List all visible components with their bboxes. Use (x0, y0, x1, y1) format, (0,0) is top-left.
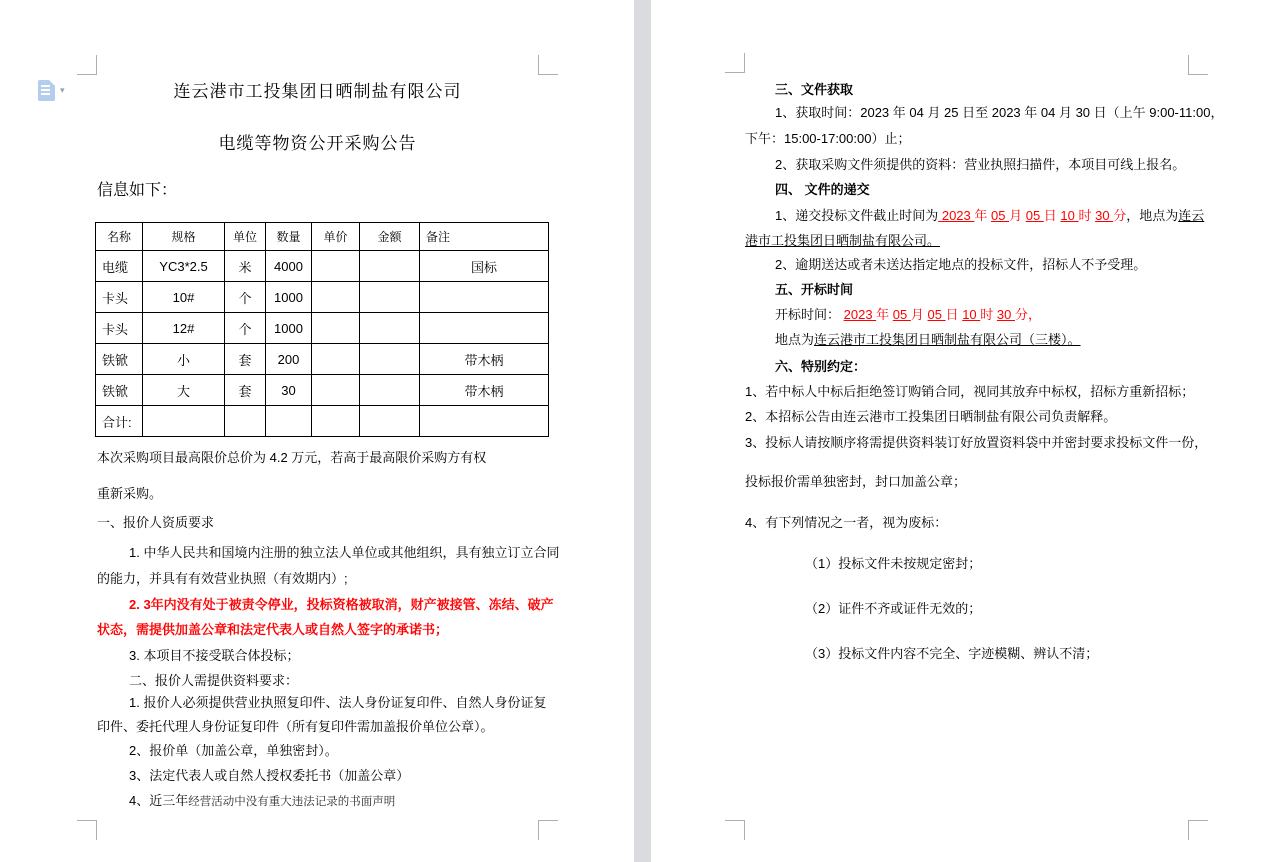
text-segment: 2. 3年内没有处于被责令停业，投标资格被取消，财产被接管、冻结、破产 (129, 597, 554, 612)
text-segment: 2、获取采购文件须提供的资料：营业执照扫描件，本项目可线上报名。 (775, 157, 1186, 172)
text-line (97, 766, 542, 786)
text-segment: （1）投标文件未按规定密封； (805, 556, 982, 571)
text-line (97, 543, 560, 563)
text-line (97, 717, 542, 737)
text-segment: 地点为 (775, 332, 815, 347)
text-line (97, 646, 542, 666)
text-segment: 三、文件获取 (775, 82, 854, 97)
table-header-cell: 备注 (420, 223, 549, 251)
text-line (97, 448, 542, 468)
text-segment: 30 (996, 307, 1015, 322)
text-line (745, 280, 1195, 300)
text-segment: 日 (1043, 208, 1061, 223)
table-cell (360, 344, 420, 375)
text-segment: ， (1028, 307, 1042, 322)
text-segment: ，地点为 (1126, 208, 1179, 223)
table-row (96, 375, 549, 406)
table-cell (312, 313, 360, 344)
table-cell (360, 375, 420, 406)
text-segment: 五、开标时间 (775, 282, 854, 297)
text-segment: 本次采购项目最高限价总价为 4.2 万元，若高于最高限价采购方有权 (97, 450, 487, 465)
text-segment: 年 (974, 208, 992, 223)
table-row (96, 282, 549, 313)
text-boundary-mark-top-left (725, 53, 745, 73)
table-cell: 个 (225, 313, 266, 344)
text-boundary-mark-bottom-right (1188, 820, 1208, 840)
table-cell (360, 313, 420, 344)
table-cell (312, 344, 360, 375)
text-boundary-mark-top-right (1188, 55, 1208, 75)
text-segment: 3、法定代表人或自然人授权委托书（加盖公章） (129, 768, 410, 783)
text-segment: 4、有下列情况之一者，视为废标： (745, 515, 948, 530)
table-cell (225, 406, 266, 437)
document-title: 连云港市工投集团日晒制盐有限公司 (173, 82, 462, 101)
table-row (96, 251, 549, 282)
text-segment: 月 (910, 307, 928, 322)
text-segment: 一、报价人资质要求 (97, 515, 215, 530)
table-header-cell: 名称 (96, 223, 143, 251)
procurement-items-table (95, 222, 549, 437)
text-line (97, 741, 542, 761)
text-segment: 下午：15:00-17:00:00）止； (745, 131, 911, 146)
text-line (97, 620, 542, 640)
page-2 (651, 0, 1283, 862)
text-line (745, 599, 1195, 619)
text-line (745, 305, 1195, 325)
text-segment: 印件、委托代理人身份证复印件（所有复印件需加盖报价单位公章）。 (97, 719, 494, 734)
text-segment: 1、递交投标文件截止时间为 (775, 208, 939, 223)
text-line (97, 671, 542, 691)
text-line (745, 472, 1195, 492)
text-segment: 六、特别约定： (775, 359, 867, 374)
table-cell (312, 251, 360, 282)
text-segment: 1. 报价人必须提供营业执照复印件、法人身份证复印件、自然人身份证复 (129, 695, 547, 710)
text-line (745, 433, 1208, 453)
text-segment: 时 (1078, 208, 1096, 223)
table-cell: 200 (266, 344, 312, 375)
table-cell (360, 406, 420, 437)
page-separator (634, 0, 651, 862)
text-line (97, 791, 542, 812)
table-header-row (96, 223, 549, 251)
table-cell: 国标 (420, 251, 549, 282)
text-segment: 30 (1095, 208, 1114, 223)
intro-label: 信息如下： (97, 182, 178, 199)
text-boundary-mark-top-left (77, 55, 97, 75)
text-line (97, 513, 542, 533)
text-boundary-mark-top-right (538, 55, 558, 75)
table-cell (312, 375, 360, 406)
text-line (97, 595, 554, 615)
table-header-cell: 单价 (312, 223, 360, 251)
table-cell: 30 (266, 375, 312, 406)
table-cell: 1000 (266, 313, 312, 344)
table-cell: 套 (225, 344, 266, 375)
text-segment: 二、报价人需提供资料要求： (129, 673, 299, 688)
text-segment: 10 (962, 307, 981, 322)
page-1 (0, 0, 634, 862)
text-segment: 月 (1009, 208, 1026, 223)
table-cell (312, 282, 360, 313)
text-segment: 分 (1113, 208, 1127, 223)
text-segment: 年 (876, 307, 893, 322)
text-segment: 港市工投集团日晒制盐有限公司。 (745, 233, 941, 248)
table-cell (420, 282, 549, 313)
text-line (745, 206, 1205, 226)
text-segment: 3、投标人请按顺序将需提供资料装订好放置资料袋中并密封要求投标文件一份， (745, 435, 1208, 450)
text-segment: 投标报价需单独密封，封口加盖公章； (745, 474, 967, 489)
text-line (745, 407, 1195, 427)
table-row (96, 313, 549, 344)
table-cell: 卡头 (96, 282, 143, 313)
text-line (745, 255, 1195, 275)
text-line (745, 103, 1224, 123)
text-segment: 经营活动中没有重大违法记录的书面声明 (188, 796, 396, 808)
table-cell: 12# (143, 313, 225, 344)
text-line (97, 693, 547, 713)
table-cell: 米 (225, 251, 266, 282)
text-segment: 重新采购。 (97, 486, 163, 501)
text-boundary-mark-bottom-right (538, 820, 558, 840)
text-segment: 1、获取时间：2023 年 04 月 25 日至 2023 年 04 月 30 日（上午 9:00-11:00， (775, 105, 1224, 120)
text-boundary-mark-bottom-left (725, 820, 745, 840)
text-segment: 2023 (938, 208, 975, 223)
text-segment: 四、 文件的递交 (775, 182, 870, 197)
table-cell: 套 (225, 375, 266, 406)
text-segment: 3. 本项目不接受联合体投标； (129, 648, 300, 663)
text-segment: 05 (991, 208, 1010, 223)
text-segment: 状态，需提供加盖公章和法定代表人或自然人签字的承诺书； (97, 622, 449, 637)
text-segment: 连云 (1178, 208, 1205, 223)
page2-body-text (745, 73, 1224, 664)
text-segment: （2）证件不齐或证件无效的； (805, 601, 982, 616)
table-header-cell: 金额 (360, 223, 420, 251)
table-cell: 合计: (96, 406, 143, 437)
page1-body-text (97, 435, 560, 812)
text-line (745, 644, 1195, 664)
text-line (745, 330, 1195, 350)
table-cell: 铁锨 (96, 375, 143, 406)
table-cell: 卡头 (96, 313, 143, 344)
text-line (97, 569, 542, 589)
text-line (745, 129, 1195, 149)
table-cell: 带木柄 (420, 375, 549, 406)
text-segment: 2023 (843, 307, 877, 322)
text-line (745, 231, 1195, 251)
text-line (745, 513, 1195, 533)
table-cell: 铁锨 (96, 344, 143, 375)
text-segment: 分 (1014, 307, 1028, 322)
text-line (745, 382, 1195, 402)
table-cell (420, 406, 549, 437)
text-segment: 2、报价单（加盖公章，单独密封）。 (129, 743, 338, 758)
table-cell: YC3*2.5 (143, 251, 225, 282)
text-line (745, 155, 1195, 175)
text-segment: 4、近三年 (129, 793, 189, 808)
text-segment: 05 (927, 307, 946, 322)
text-segment: 连云港市工投集团日晒制盐有限公司（三楼）。 (814, 332, 1081, 347)
text-segment: 开标时间： (775, 307, 844, 322)
table-cell: 1000 (266, 282, 312, 313)
table-cell: 4000 (266, 251, 312, 282)
table-cell (312, 406, 360, 437)
text-line (97, 484, 542, 504)
text-segment: 05 (892, 307, 911, 322)
text-line (745, 554, 1195, 574)
table-cell (360, 251, 420, 282)
table-cell (360, 282, 420, 313)
text-segment: 05 (1025, 208, 1044, 223)
text-segment: 时 (980, 307, 997, 322)
text-segment: 日 (945, 307, 963, 322)
table-header-cell: 数量 (266, 223, 312, 251)
table-cell: 带木柄 (420, 344, 549, 375)
text-line (745, 180, 1195, 200)
text-line (745, 80, 1195, 100)
table-cell: 电缆 (96, 251, 143, 282)
text-segment: （3）投标文件内容不完全、字迹模糊、辨认不清； (805, 646, 1099, 661)
table-cell (143, 406, 225, 437)
text-line (745, 357, 1195, 377)
text-segment: 的能力，并具有有效营业执照（有效期内）; (97, 571, 348, 586)
document-subtitle: 电缆等物资公开采购公告 (218, 134, 417, 153)
text-segment: 1、若中标人中标后拒绝签订购销合同，视同其放弃中标权，招标方重新招标； (745, 384, 1195, 399)
text-segment: 2、本招标公告由连云港市工投集团日晒制盐有限公司负责解释。 (745, 409, 1117, 424)
table-header-cell: 单位 (225, 223, 266, 251)
table-cell: 个 (225, 282, 266, 313)
table-cell (266, 406, 312, 437)
text-segment: 10 (1060, 208, 1079, 223)
text-segment: 1. 中华人民共和国境内注册的独立法人单位或其他组织，具有独立订立合同 (129, 545, 560, 560)
table-cell (420, 313, 549, 344)
table-cell: 大 (143, 375, 225, 406)
table-cell: 10# (143, 282, 225, 313)
text-boundary-mark-bottom-left (77, 820, 97, 840)
text-segment: 2、逾期送达或者未送达指定地点的投标文件，招标人不予受理。 (775, 257, 1147, 272)
chevron-down-icon[interactable]: ▾ (60, 85, 65, 95)
table-row (96, 344, 549, 375)
table-header-cell: 规格 (143, 223, 225, 251)
table-row (96, 406, 549, 437)
table-cell: 小 (143, 344, 225, 375)
